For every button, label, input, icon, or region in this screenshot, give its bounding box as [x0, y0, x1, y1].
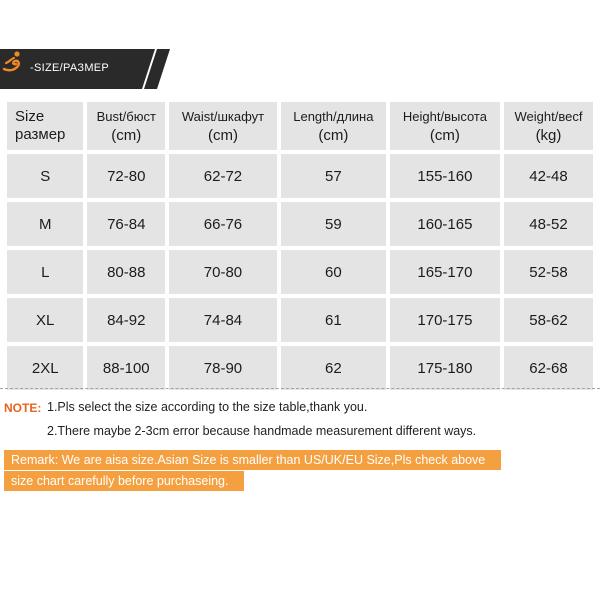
- cell-size: S: [7, 154, 83, 198]
- cell-size: XL: [7, 298, 83, 342]
- cell-weight: 48-52: [504, 202, 593, 246]
- header-unit: (cm): [207, 127, 238, 144]
- header-cell-weight: [504, 102, 593, 150]
- cell-length: 59: [281, 202, 386, 246]
- header-line: Size: [15, 108, 45, 125]
- cell-waist: 66-76: [169, 202, 277, 246]
- cell-weight: 52-58: [504, 250, 593, 294]
- table-row: [7, 202, 593, 246]
- cell-height: 170-175: [390, 298, 500, 342]
- header-unit: (cm): [429, 127, 460, 144]
- remark-line-2: size chart carefully before purchaseing.: [4, 471, 244, 491]
- section-banner: [0, 49, 170, 89]
- header-unit: (cm): [111, 127, 142, 144]
- header-cell-bust: [87, 102, 165, 150]
- cell-size: M: [7, 202, 83, 246]
- cell-bust: 72-80: [87, 154, 165, 198]
- note-line-1: 1.Pls select the size according to the size table,thank you.: [47, 400, 368, 414]
- note-label: NOTE:: [4, 401, 42, 415]
- cell-bust: 84-92: [87, 298, 165, 342]
- size-table: [3, 98, 597, 394]
- cell-length: 60: [281, 250, 386, 294]
- header-line: Length/длина: [293, 109, 374, 124]
- cell-waist: 74-84: [169, 298, 277, 342]
- cell-bust: 80-88: [87, 250, 165, 294]
- cell-length: 57: [281, 154, 386, 198]
- note-line-2: 2.There maybe 2-3cm error because handmade measurement different ways.: [47, 424, 477, 438]
- header-unit: (cm): [318, 127, 349, 144]
- cell-size: 2XL: [7, 346, 83, 390]
- remark-line-1: Remark: We are aisa size.Asian Size is smaller than US/UK/EU Size,Pls check above: [4, 450, 501, 470]
- cell-weight: 58-62: [504, 298, 593, 342]
- cell-waist: 70-80: [169, 250, 277, 294]
- table-row: [7, 346, 593, 390]
- table-row: [7, 250, 593, 294]
- banner-title: -SIZE/РАЗМЕР: [30, 62, 110, 74]
- cell-bust: 88-100: [87, 346, 165, 390]
- cell-waist: 62-72: [169, 154, 277, 198]
- header-line: Waist/шкафут: [181, 109, 265, 124]
- cell-height: 160-165: [390, 202, 500, 246]
- table-header-row: [7, 102, 593, 150]
- header-line: размер: [15, 126, 66, 143]
- header-line: Height/высота: [402, 109, 487, 124]
- cell-height: 155-160: [390, 154, 500, 198]
- cell-weight: 62-68: [504, 346, 593, 390]
- figure-logo-icon: [0, 49, 26, 75]
- header-line: Bust/бюст: [96, 109, 156, 124]
- table-row: [7, 154, 593, 198]
- header-cell-size: [7, 102, 83, 150]
- divider: [0, 388, 600, 389]
- cell-waist: 78-90: [169, 346, 277, 390]
- cell-length: 62: [281, 346, 386, 390]
- cell-length: 61: [281, 298, 386, 342]
- cell-height: 175-180: [390, 346, 500, 390]
- cell-weight: 42-48: [504, 154, 593, 198]
- header-unit: (kg): [535, 127, 562, 144]
- table-row: [7, 298, 593, 342]
- cell-bust: 76-84: [87, 202, 165, 246]
- header-cell-waist: [169, 102, 277, 150]
- cell-size: L: [7, 250, 83, 294]
- header-cell-height: [390, 102, 500, 150]
- header-line: Weight/весf: [514, 109, 583, 124]
- cell-height: 165-170: [390, 250, 500, 294]
- header-cell-length: [281, 102, 386, 150]
